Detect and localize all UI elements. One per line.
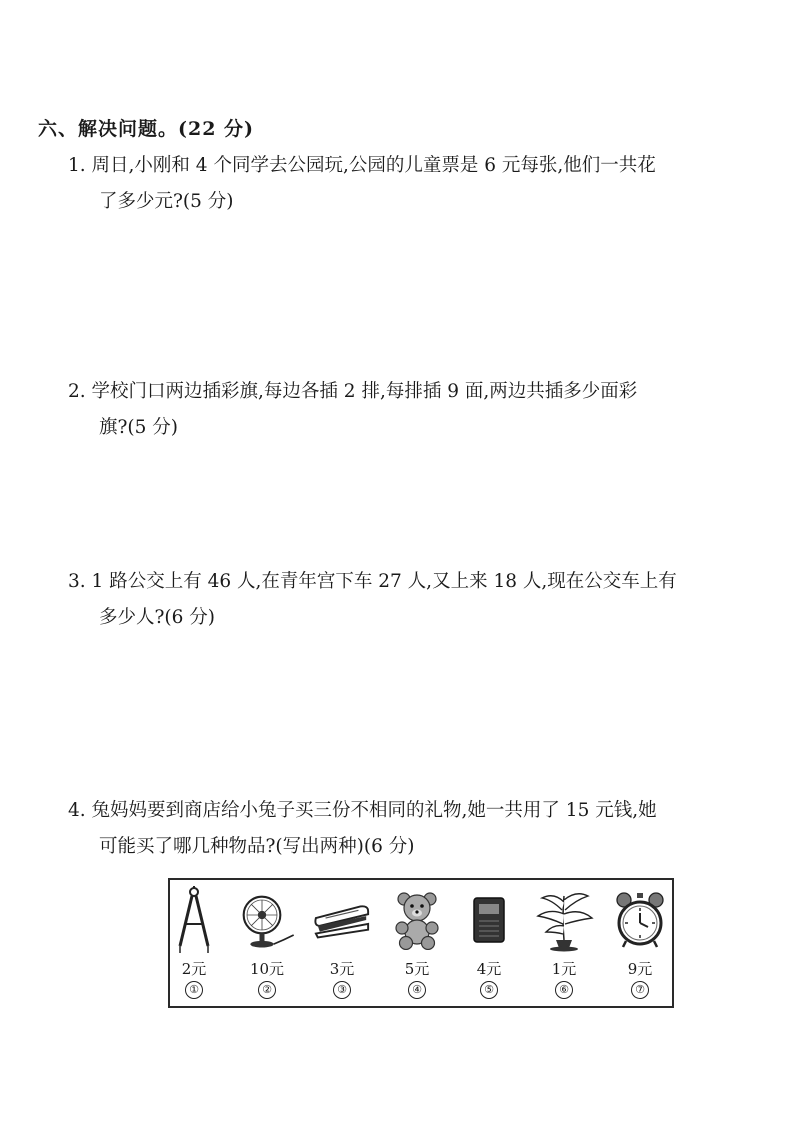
item-3 — [312, 880, 372, 999]
item-price: 3元 — [329, 960, 355, 978]
item-price: 4元 — [476, 960, 502, 978]
alarm-clock-icon — [610, 880, 670, 960]
item-number: ② — [258, 981, 276, 999]
question-number: 4. — [68, 800, 86, 821]
item-7 — [610, 880, 670, 999]
item-number: ④ — [408, 981, 426, 999]
item-number: ① — [185, 981, 203, 999]
item-number: ⑤ — [480, 981, 498, 999]
item-5 — [459, 880, 519, 999]
item-4 — [387, 880, 447, 999]
item-number: ⑦ — [631, 981, 649, 999]
question-1-line-2: 了多少元?(5 分) — [99, 191, 234, 212]
teddy-bear-icon — [387, 880, 447, 960]
question-2-line-2: 旗?(5 分) — [99, 417, 179, 438]
item-number: ③ — [333, 981, 351, 999]
question-4-line-2: 可能买了哪几种物品?(写出两种)(6 分) — [99, 836, 415, 857]
item-number: ⑥ — [555, 981, 573, 999]
section-title: 六、解决问题。(22 分) — [38, 118, 255, 140]
question-3 — [68, 564, 758, 636]
compass-icon — [164, 880, 224, 960]
fan-icon — [237, 880, 297, 960]
question-text: 1 路公交上有 46 人,在青年宫下车 27 人,又上来 18 人,现在公交车上有 — [91, 571, 677, 592]
question-1-line-1 — [68, 148, 758, 184]
question-number: 3. — [68, 571, 86, 592]
question-1 — [68, 148, 758, 220]
question-4-line-1 — [68, 793, 758, 829]
question-3-line-1 — [68, 564, 758, 600]
notebook-icon — [459, 880, 519, 960]
question-number: 1. — [68, 155, 86, 176]
item-1 — [164, 880, 224, 999]
stapler-icon — [312, 880, 372, 960]
question-text: 学校门口两边插彩旗,每边各插 2 排,每排插 9 面,两边共插多少面彩 — [91, 381, 638, 402]
question-2-line-1 — [68, 374, 758, 410]
question-text: 兔妈妈要到商店给小兔子买三份不相同的礼物,她一共用了 15 元钱,她 — [91, 800, 657, 821]
items-price-box — [168, 878, 674, 1008]
question-3-line-2: 多少人?(6 分) — [99, 607, 216, 628]
question-4 — [68, 793, 758, 865]
question-2 — [68, 374, 758, 446]
item-price: 1元 — [551, 960, 577, 978]
question-number: 2. — [68, 381, 86, 402]
item-2 — [237, 880, 297, 999]
item-price: 10元 — [249, 960, 285, 978]
potted-plant-icon — [534, 880, 594, 960]
item-price: 9元 — [627, 960, 653, 978]
item-price: 5元 — [404, 960, 430, 978]
item-6 — [534, 880, 594, 999]
item-price: 2元 — [181, 960, 207, 978]
question-text: 周日,小刚和 4 个同学去公园玩,公园的儿童票是 6 元每张,他们一共花 — [91, 155, 656, 176]
